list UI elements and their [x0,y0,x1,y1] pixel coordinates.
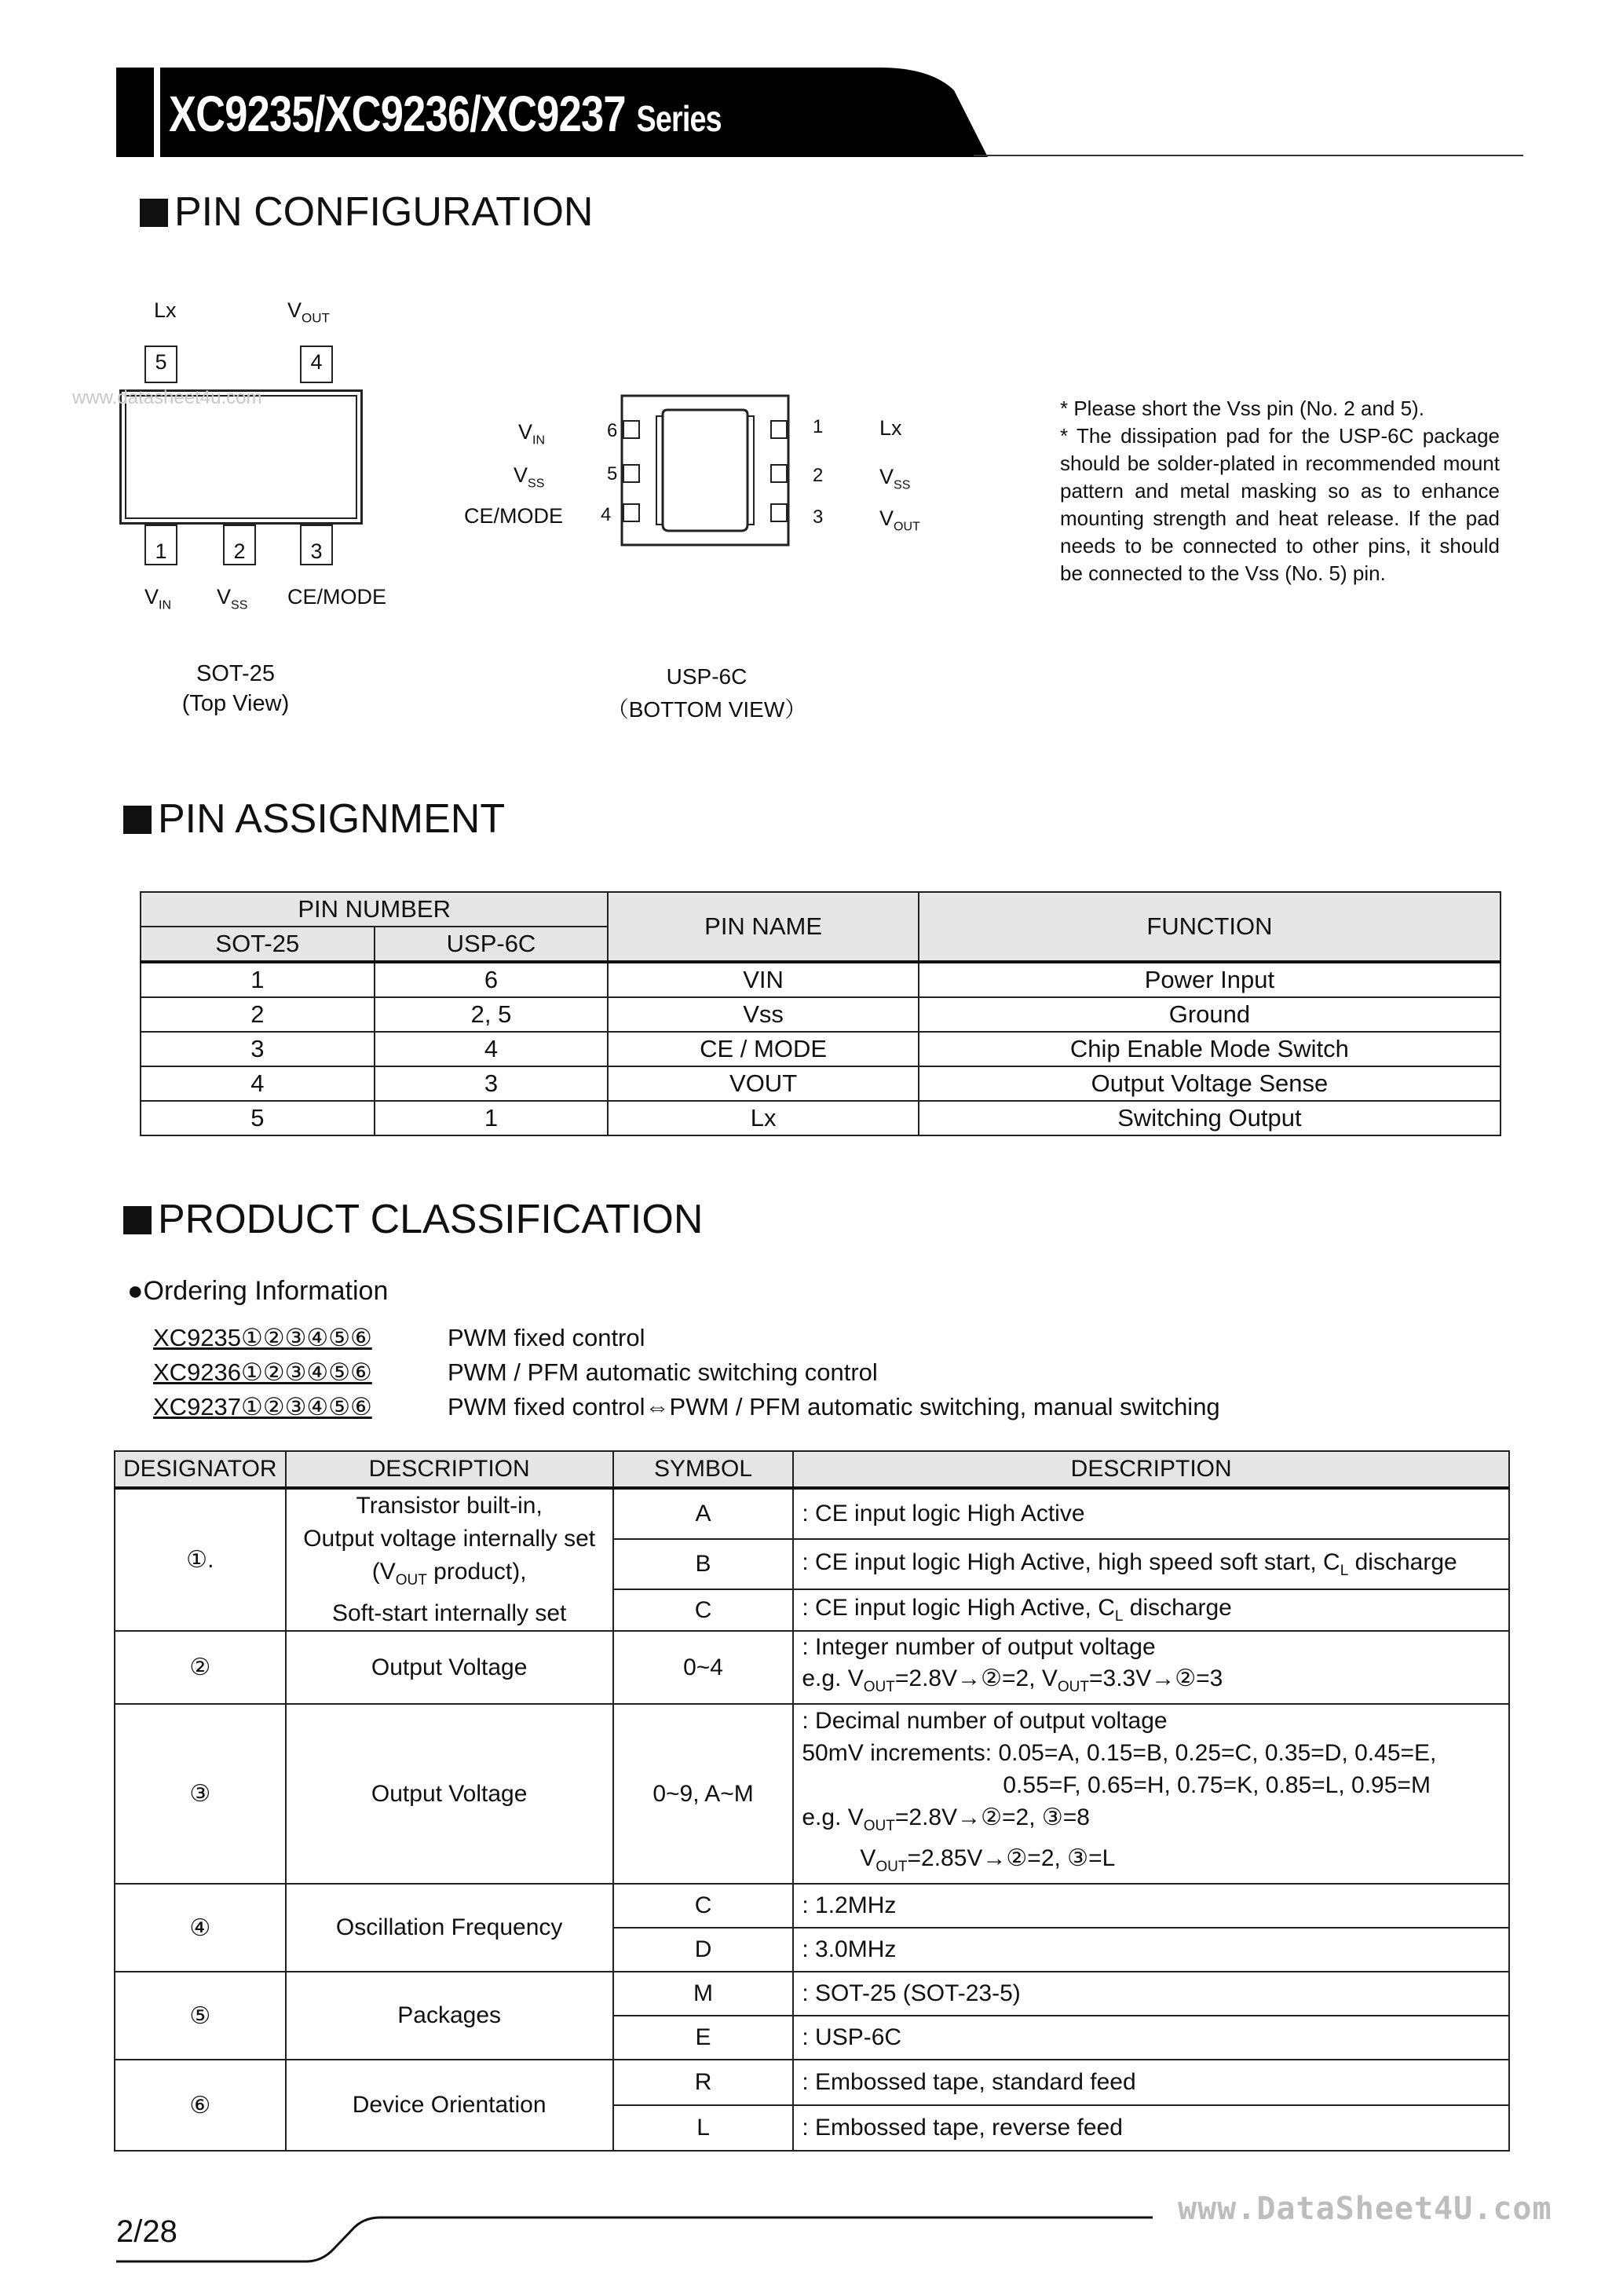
usp6c-vout-label: $V_{OUT}$ [879,506,920,534]
table-row [115,2060,1509,2105]
symbol-a: A [613,1488,794,1539]
table-row [115,1631,1509,1704]
symbol-r-desc: : Embossed tape, standard feed [793,2060,1509,2105]
description-header: DESCRIPTION [286,1451,613,1488]
ordering-code-xc9237: XC9237①②③④⑤⑥ [153,1393,372,1420]
usp6c-pin-5: 5 [607,463,618,484]
designator-1-desc: Transistor built-in, Output voltage internally set ($V_{OUT}$ product), Soft-start internally set [286,1488,613,1631]
symbol-l-desc: : Embossed tape, reverse feed [793,2105,1509,2151]
ordering-desc-xc9237: PWM fixed control⇔PWM / PFM automatic switching, manual switching [448,1393,1220,1420]
table-row [115,1704,1509,1884]
cell-usp: 4 [375,1032,609,1066]
square-bullet-icon [140,199,168,227]
sot25-ce-label: CE/MODE [287,585,387,609]
sot25-lx-label: Lx [154,298,177,322]
table-row [141,997,1501,1032]
cell-usp: 2, 5 [375,997,609,1032]
designator-6-desc: Device Orientation [286,2060,613,2151]
usp6c-ce-label: CE/MODE [464,504,564,528]
pin-number-header: PIN NUMBER [141,892,608,927]
cell-pin-name: VOUT [608,1066,919,1101]
table-row [141,962,1501,997]
symbol-b: B [613,1539,794,1590]
cell-function: Power Input [919,962,1501,997]
symbol-b-desc: : CE input logic High Active, high speed soft start, $C_L$ discharge [793,1539,1509,1590]
usp6c-name: USP-6C [666,664,748,689]
sot25-pin-1: 1 [144,525,177,565]
table-row [115,1488,1509,1539]
symbol-m-desc: : SOT-25 (SOT-23-5) [793,1972,1509,2016]
designator-5-desc: Packages [286,1972,613,2060]
usp6c-pin-4: 4 [601,504,612,525]
usp6c-view: （BOTTOM VIEW） [606,697,807,722]
ordering-info-title: ●Ordering Information [127,1276,389,1306]
cell-function: Output Voltage Sense [919,1066,1501,1101]
designator-4-desc: Oscillation Frequency [286,1884,613,1972]
function-header: FUNCTION [919,892,1501,962]
designator-6: ⑥ [115,2060,286,2151]
usp6c-pin-3: 3 [813,506,824,528]
cell-sot: 4 [141,1066,375,1101]
designator-3-detail: : Decimal number of output voltage 50mV increments: 0.05=A, 0.15=B, 0.25=C, 0.35=D, 0.45=E, 0.55=F, 0.65=H, 0.75=K, 0.85=L, 0.95=M e.g. $V_{OUT}=2.8V\to ②=2$, ③=8 $V_{OUT}=2.85V\to ②=2$, ③=L [793,1704,1509,1884]
sot25-package-body [119,389,363,525]
pin-assignment-table [140,891,1501,1136]
description2-header: DESCRIPTION [793,1451,1509,1488]
sot25-vss-label: $V_{SS}$ [217,585,248,612]
cell-usp: 1 [375,1101,609,1135]
cell-function: Chip Enable Mode Switch [919,1032,1501,1066]
symbol-c-desc: : CE input logic High Active, $C_L$ discharge [793,1589,1509,1631]
designator-1: ①. [115,1488,286,1631]
usp6c-vin-label: $V_{IN}$ [518,420,546,448]
table-row [115,1884,1509,1928]
cell-pin-name: Vss [608,997,919,1032]
cell-sot: 2 [141,997,375,1032]
designator-3-symbol: 0~9, A~M [613,1704,794,1884]
cell-function: Ground [919,997,1501,1032]
pin-configuration-heading: PIN CONFIGURATION [140,188,593,236]
designator-2-detail: : Integer number of output voltage e.g. $V_{OUT}=2.8V\to ②=2$, $V_{OUT}=3.3V\to ②=3$ [793,1631,1509,1704]
symbol-m: M [613,1972,794,2016]
usp6c-pin-1: 1 [813,416,824,437]
pin-name-header: PIN NAME [608,892,919,962]
symbol-c-freq-desc: : 1.2MHz [793,1884,1509,1928]
usp6c-header: USP-6C [375,927,609,962]
designator-2-symbol: 0~4 [613,1631,794,1704]
product-classification-heading: PRODUCT CLASSIFICATION [123,1196,703,1243]
sot25-pin-4: 4 [300,345,333,383]
designator-3-desc: Output Voltage [286,1704,613,1884]
designator-2: ② [115,1631,286,1704]
designator-header: DESIGNATOR [115,1451,286,1488]
usp6c-vss-right-label: $V_{SS}$ [879,465,911,492]
cell-pin-name: Lx [608,1101,919,1135]
ordering-desc-xc9236: PWM / PFM automatic switching control [448,1358,878,1386]
ordering-code-xc9235: XC9235①②③④⑤⑥ [153,1324,372,1351]
symbol-c-freq: C [613,1884,794,1928]
usp6c-lx-label: Lx [879,416,902,440]
designator-5: ⑤ [115,1972,286,2060]
page-number: 2/28 [116,2214,177,2249]
usp6c-pin-2: 2 [813,465,824,486]
symbol-l: L [613,2105,794,2151]
usp6c-package-body [612,393,801,550]
designator-2-desc: Output Voltage [286,1631,613,1704]
designator-4: ④ [115,1884,286,1972]
pin-config-notes [1060,395,1500,587]
square-bullet-icon [123,1206,152,1234]
table-row [115,1972,1509,2016]
table-row [141,1101,1501,1135]
cell-usp: 6 [375,962,609,997]
sot25-watermark: www.datasheet4u.com [72,387,262,408]
symbol-r: R [613,2060,794,2105]
sot25-pin-2: 2 [223,525,256,565]
table-row [141,1032,1501,1066]
symbol-a-desc: : CE input logic High Active [793,1488,1509,1539]
sot25-pin-3: 3 [300,525,333,565]
sot25-view: (Top View) [181,691,290,716]
table-row [141,1066,1501,1101]
symbol-d-freq-desc: : 3.0MHz [793,1928,1509,1972]
cell-sot: 1 [141,962,375,997]
pin-assignment-heading: PIN ASSIGNMENT [123,795,505,843]
ordering-code-xc9236: XC9236①②③④⑤⑥ [153,1358,372,1386]
ordering-desc-xc9235: PWM fixed control [448,1324,645,1351]
sot25-vin-label: $V_{IN}$ [144,585,172,612]
cell-pin-name: CE / MODE [608,1032,919,1066]
cell-sot: 3 [141,1032,375,1066]
sot25-name: SOT-25 [196,661,275,686]
product-classification-table [114,1450,1510,2152]
header-title: XC9235/XC9236/XC9237 Series [169,86,722,142]
square-bullet-icon [123,806,152,834]
symbol-e-desc: : USP-6C [793,2016,1509,2060]
note-line: * Please short the Vss pin (No. 2 and 5). [1060,397,1424,420]
cell-function: Switching Output [919,1101,1501,1135]
symbol-header: SYMBOL [613,1451,794,1488]
symbol-c: C [613,1589,794,1631]
cell-usp: 3 [375,1066,609,1101]
note-line: * The dissipation pad for the USP-6C package should be solder-plated in recommended mount pattern and metal masking so as to enhance mounting strength and heat release. If the pad needs to be connected to other pins, it should be connected to the Vss (No. 5) pin. [1060,424,1500,585]
usp6c-pin-6: 6 [607,420,618,441]
footer-watermark: www.DataSheet4U.com [1178,2191,1552,2227]
usp6c-vss-left-label: $V_{SS}$ [514,463,545,491]
sot25-pin-5: 5 [144,345,177,383]
symbol-e: E [613,2016,794,2060]
symbol-d-freq: D [613,1928,794,1972]
sot25-vout-label: $V_{OUT}$ [287,298,330,326]
sot25-header: SOT-25 [141,927,375,962]
cell-pin-name: VIN [608,962,919,997]
designator-3: ③ [115,1704,286,1884]
cell-sot: 5 [141,1101,375,1135]
